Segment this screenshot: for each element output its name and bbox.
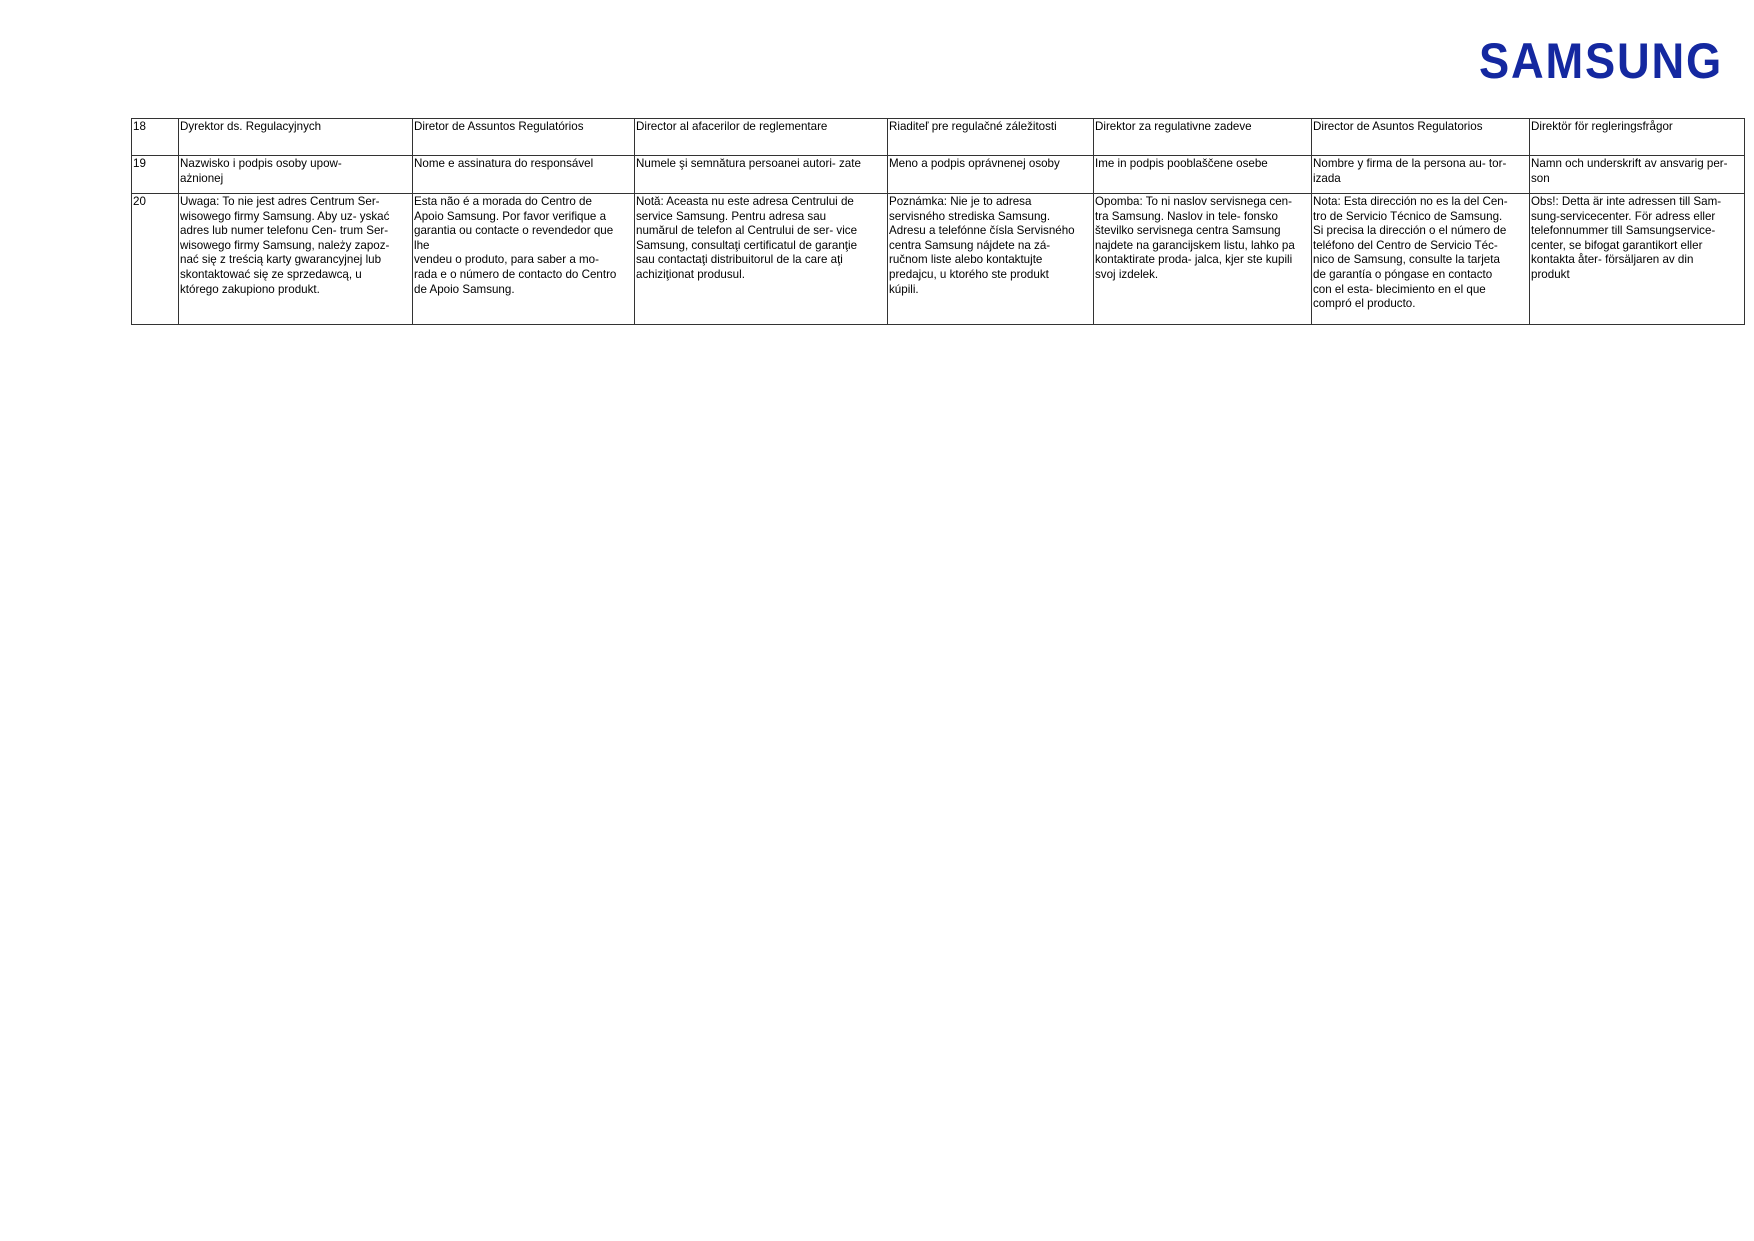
samsung-logo-wordmark: SAMSUNG bbox=[1479, 36, 1723, 84]
cell-portuguese: Nome e assinatura do responsável bbox=[413, 156, 635, 194]
row-number: 19 bbox=[132, 156, 179, 194]
cell-portuguese: Esta não é a morada do Centro de Apoio Samsung. Por favor verifique a garantia ou contacte o revendedor que lhe vendeu o produto, para saber a mo- rada e o número de contacto do Centro de Apoio Samsung. bbox=[413, 194, 635, 325]
cell-slovak: Riaditeľ pre regulačné záležitosti bbox=[888, 119, 1094, 156]
cell-swedish: Obs!: Detta är inte adressen till Sam- sung-servicecenter. För adress eller telefonnummer till Samsungservice- center, se bifogat garantikort eller kontakta åter- försäljaren av din produkt bbox=[1530, 194, 1745, 325]
cell-slovak: Poznámka: Nie je to adresa servisného strediska Samsung. Adresu a telefónne čísla Servisného centra Samsung nájdete na zá- ručnom liste alebo kontaktujte predajcu, u ktorého ste produkt kúpili. bbox=[888, 194, 1094, 325]
cell-polish: Nazwisko i podpis osoby upow- ażnionej bbox=[179, 156, 413, 194]
cell-spanish: Nombre y firma de la persona au- tor- izada bbox=[1312, 156, 1530, 194]
cell-romanian: Director al afacerilor de reglementare bbox=[635, 119, 888, 156]
regulatory-table bbox=[131, 118, 1745, 325]
row-number: 20 bbox=[132, 194, 179, 325]
samsung-logo bbox=[1478, 36, 1724, 84]
table-row bbox=[132, 119, 1745, 156]
row-number: 18 bbox=[132, 119, 179, 156]
cell-polish: Dyrektor ds. Regulacyjnych bbox=[179, 119, 413, 156]
cell-slovak: Meno a podpis oprávnenej osoby bbox=[888, 156, 1094, 194]
cell-romanian: Numele şi semnătura persoanei autori- zate bbox=[635, 156, 888, 194]
cell-slovenian: Opomba: To ni naslov servisnega cen- tra Samsung. Naslov in tele- fonsko številko servisnega centra Samsung najdete na garancijskem listu, lahko pa kontaktirate proda- jalca, kjer ste kupili svoj izdelek. bbox=[1094, 194, 1312, 325]
cell-portuguese: Diretor de Assuntos Regulatórios bbox=[413, 119, 635, 156]
cell-slovenian: Ime in podpis pooblaščene osebe bbox=[1094, 156, 1312, 194]
cell-slovenian: Direktor za regulativne zadeve bbox=[1094, 119, 1312, 156]
cell-swedish: Namn och underskrift av ansvarig per- son bbox=[1530, 156, 1745, 194]
table-row bbox=[132, 156, 1745, 194]
cell-spanish: Director de Asuntos Regulatorios bbox=[1312, 119, 1530, 156]
cell-polish: Uwaga: To nie jest adres Centrum Ser- wisowego firmy Samsung. Aby uz- yskać adres lub numer telefonu Cen- trum Ser- wisowego firmy Samsung, należy zapoz- nać się z treścią karty gwarancyjnej lub skontaktować się ze sprzedawcą, u którego zakupiono produkt. bbox=[179, 194, 413, 325]
cell-spanish: Nota: Esta dirección no es la del Cen- tro de Servicio Técnico de Samsung. Si precisa la dirección o el número de teléfono del Centro de Servicio Téc- nico de Samsung, consulte la tarjeta de garantía o póngase en contacto con el esta- blecimiento en el que compró el producto. bbox=[1312, 194, 1530, 325]
table-row bbox=[132, 194, 1745, 325]
cell-swedish: Direktör för regleringsfrågor bbox=[1530, 119, 1745, 156]
cell-romanian: Notă: Aceasta nu este adresa Centrului de service Samsung. Pentru adresa sau numărul de telefon al Centrului de ser- vice Samsung, consultaţi certificatul de garanţie sau contactaţi distribuitorul de la care aţi achiziţionat produsul. bbox=[635, 194, 888, 325]
